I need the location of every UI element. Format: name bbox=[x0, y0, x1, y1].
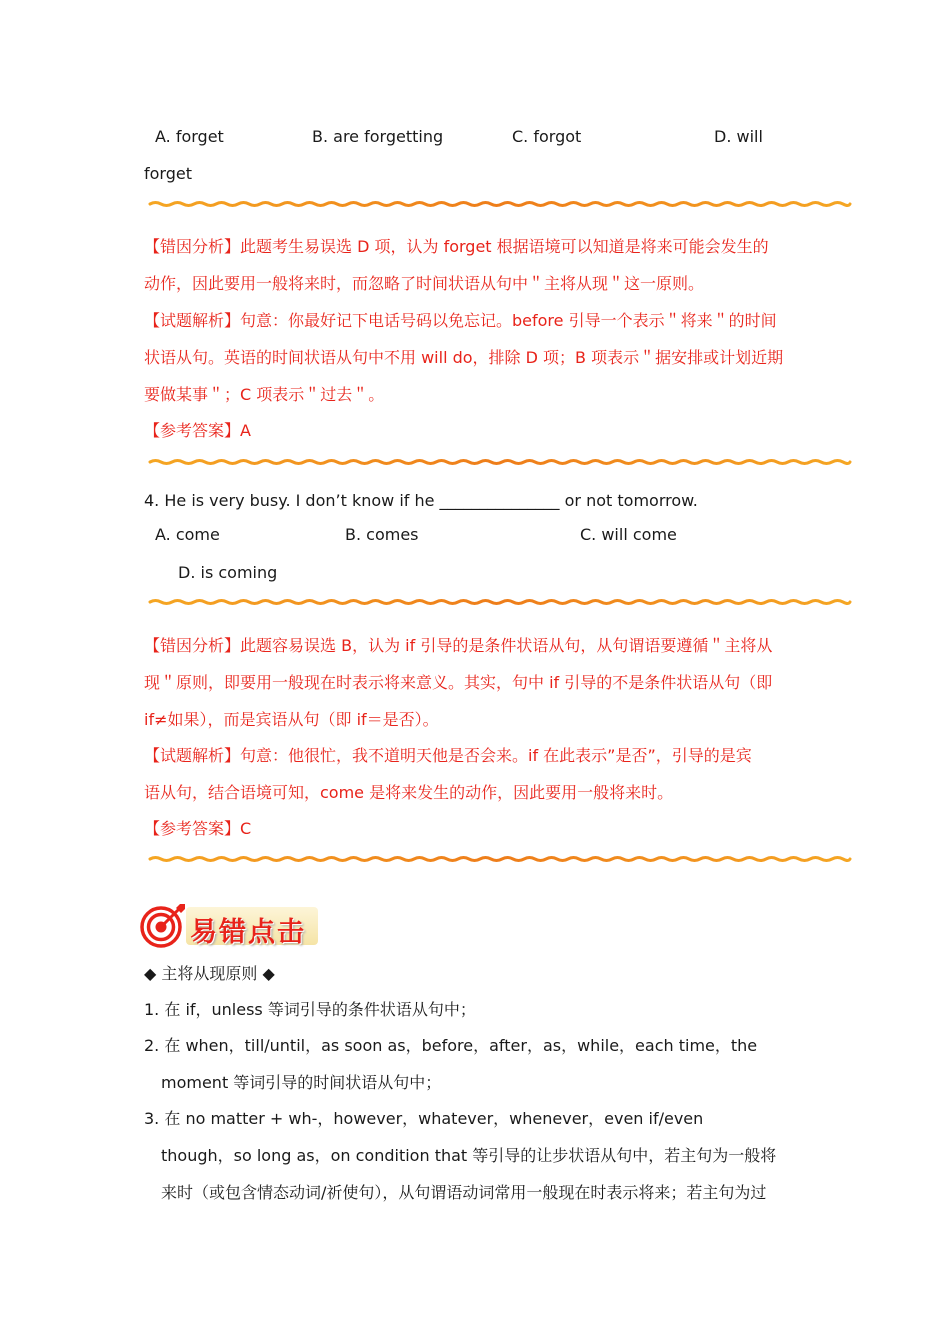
rule-3-line1: 3. 在 no matter + wh-，however，whatever，whenever，even if/even bbox=[144, 1109, 704, 1128]
section-logo bbox=[140, 902, 326, 950]
q3-option-c: C. forgot bbox=[512, 127, 582, 146]
q4-reference-answer: 【参考答案】C bbox=[144, 819, 252, 838]
wavy-divider bbox=[148, 456, 852, 468]
rule-3-line3: 来时（或包含情态动词/祈使句），从句谓语动词常用一般现在时表示将来；若主句为过 bbox=[161, 1183, 767, 1202]
q4-question: 4. He is very busy. I don’t know if he _______________ or not tomorrow. bbox=[144, 491, 698, 510]
wavy-divider bbox=[148, 198, 852, 210]
q4-explanation-line1: 【试题解析】句意：他很忙，我不道明天他是否会来。if 在此表示”是否”，引导的是宾 bbox=[144, 746, 752, 765]
q4-explanation-line2: 语从句，结合语境可知，come 是将来发生的动作，因此要用一般将来时。 bbox=[144, 783, 674, 802]
q4-option-d: D. is coming bbox=[178, 563, 278, 582]
q3-option-a: A. forget bbox=[155, 127, 224, 146]
q3-option-d-continued: forget bbox=[144, 164, 192, 183]
section-logo-text: 易错点击 bbox=[190, 917, 306, 948]
q3-explanation-line2: 状语从句。英语的时间状语从句中不用 will do，排除 D 项；B 项表示＂据安排或计划近期 bbox=[144, 348, 784, 367]
q3-explanation-line1: 【试题解析】句意：你最好记下电话号码以免忘记。before 引导一个表示＂将来＂的时间 bbox=[144, 311, 777, 330]
q4-option-c: C. will come bbox=[580, 525, 677, 544]
rule-3-line2: though，so long as，on condition that 等引导的让步状语从句中，若主句为一般将 bbox=[161, 1146, 777, 1165]
q4-option-a: A. come bbox=[155, 525, 220, 544]
rule-2-line1: 2. 在 when，till/until，as soon as，before，after，as，while，each time，the bbox=[144, 1036, 758, 1055]
section-heading: ◆ 主将从现原则 ◆ bbox=[144, 964, 275, 983]
q4-option-b: B. comes bbox=[345, 525, 419, 544]
q3-explanation-line3: 要做某事＂；C 项表示＂过去＂。 bbox=[144, 385, 385, 404]
target-icon bbox=[140, 903, 186, 949]
q4-error-analysis-line2: 现＂原则，即要用一般现在时表示将来意义。其实，句中 if 引导的不是条件状语从句（即 bbox=[144, 673, 773, 692]
rule-1: 1. 在 if，unless 等词引导的条件状语从句中； bbox=[144, 1000, 476, 1019]
q3-option-b: B. are forgetting bbox=[312, 127, 444, 146]
q3-error-analysis-line1: 【错因分析】此题考生易误选 D 项，认为 forget 根据语境可以知道是将来可能会发生的 bbox=[144, 237, 769, 256]
q3-option-d: D. will bbox=[714, 127, 763, 146]
rule-2-line2: moment 等词引导的时间状语从句中； bbox=[161, 1073, 442, 1092]
wavy-divider bbox=[148, 853, 852, 865]
q4-error-analysis-line3: if≠如果），而是宾语从句（即 if＝是否）。 bbox=[144, 710, 439, 729]
q3-reference-answer: 【参考答案】A bbox=[144, 421, 251, 440]
wavy-divider bbox=[148, 596, 852, 608]
q3-error-analysis-line2: 动作，因此要用一般将来时，而忽略了时间状语从句中＂主将从现＂这一原则。 bbox=[144, 274, 705, 293]
q4-error-analysis-line1: 【错因分析】此题容易误选 B，认为 if 引导的是条件状语从句，从句谓语要遵循＂主将从 bbox=[144, 636, 773, 655]
